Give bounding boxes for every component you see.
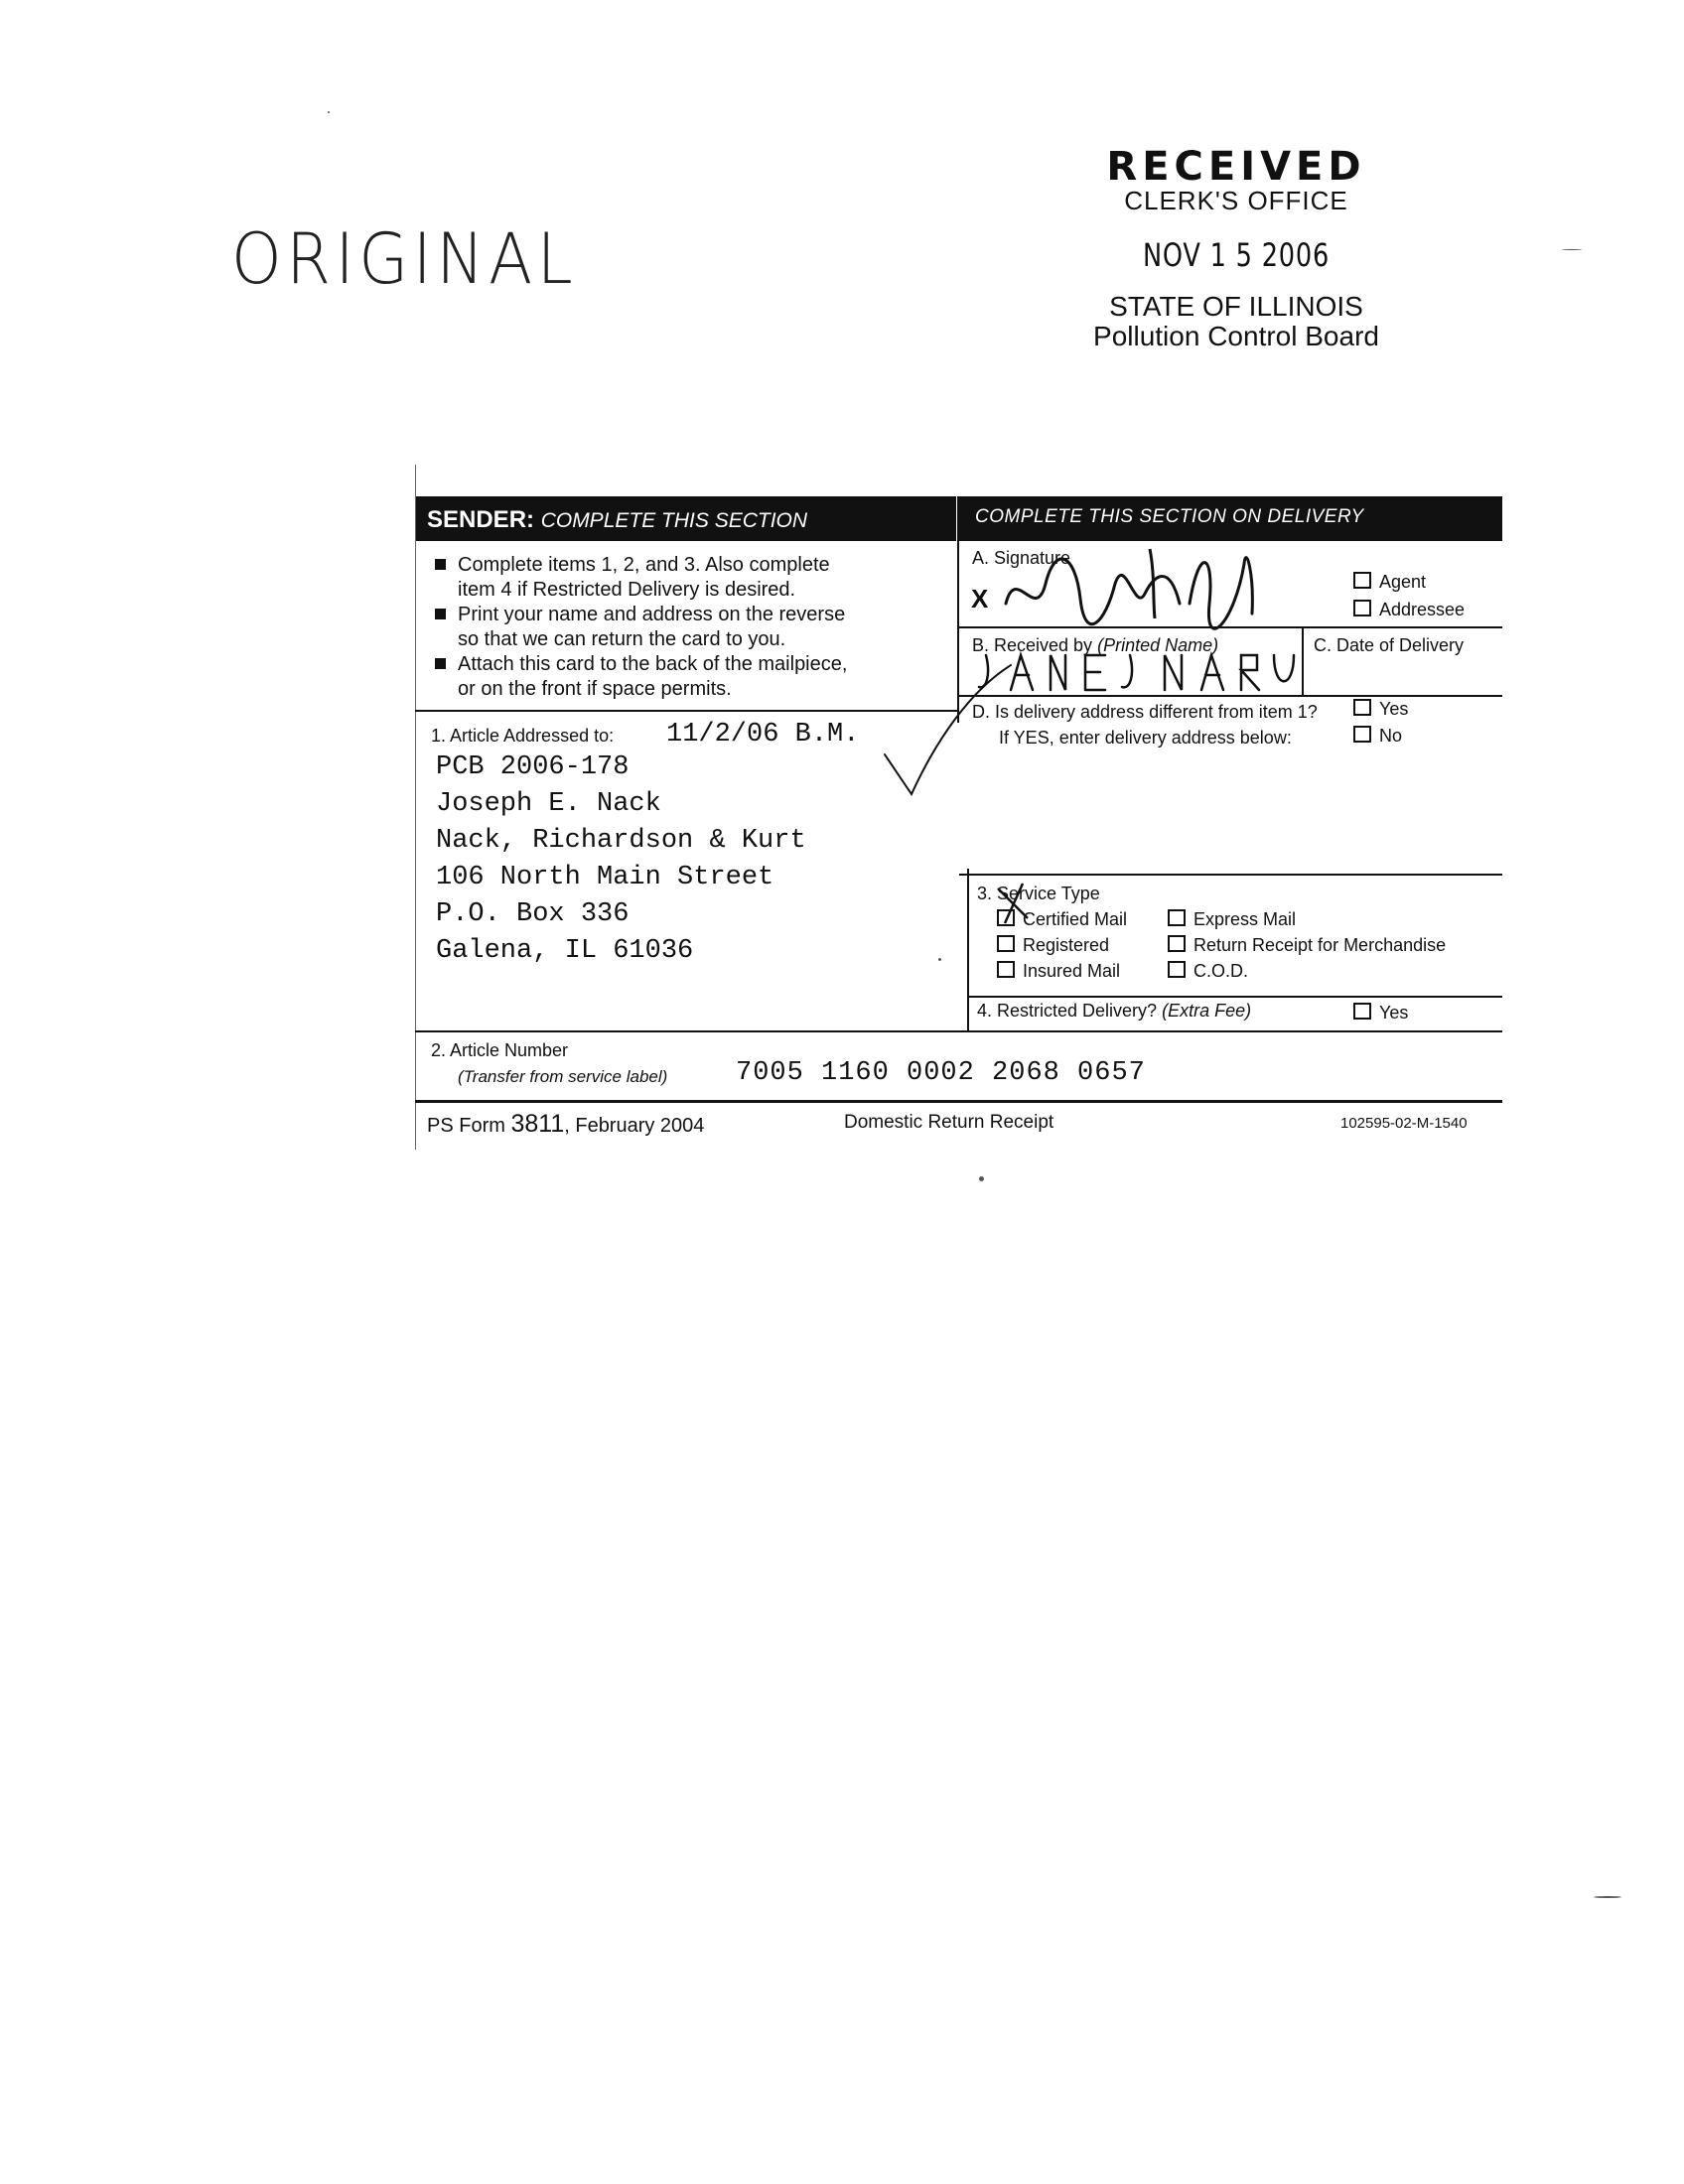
center-divider-lower [967,869,969,1032]
address-line: 106 North Main Street [436,863,774,892]
handwritten-signature [986,544,1274,638]
original-stamp: ORIGINAL [231,218,578,300]
delivery-header-text: COMPLETE THIS SECTION ON DELIVERY [975,506,1364,527]
address-line: Nack, Richardson & Kurt [436,826,806,856]
return-receipt-checkbox[interactable] [1168,935,1186,952]
insured-mail-option: Insured Mail [997,961,1120,982]
handwritten-printed-name [971,645,1319,700]
received-stamp [1072,144,1400,351]
clerks-office: CLERK'S OFFICE [1124,186,1348,215]
printed-name-label: (Printed Name) [1097,635,1219,655]
instructions-block [435,553,847,702]
address-line: Joseph E. Nack [436,789,661,819]
handwritten-date: 11/2/06 B.M. [666,720,860,750]
service-type-label: 3. Service Type [977,884,1100,903]
insured-mail-checkbox[interactable] [997,961,1015,978]
delivery-yes-option: Yes [1353,699,1408,720]
certified-mail-option: Certified Mail [997,909,1127,930]
board-name: Pollution Control Board [1093,321,1379,351]
sender-header-bold: SENDER: [427,506,535,533]
sender-header [415,496,956,541]
address-line: P.O. Box 336 [436,899,630,929]
received-by-label: B. Received by (Printed Name) [972,635,1219,655]
instruction-line: Attach this card to the back of the mailpiece, [435,652,847,677]
instruction-line: so that we can return the card to you. [458,628,786,650]
sender-bottom-line [415,1030,1502,1032]
restricted-yes-checkbox[interactable] [1353,1003,1371,1020]
restricted-delivery-label: 4. Restricted Delivery? (Extra Fee) [977,1001,1252,1021]
scan-speck [1594,1896,1621,1898]
delivery-no-checkbox[interactable] [1353,726,1371,743]
delivery-no-option: No [1353,726,1402,747]
registered-option: Registered [997,935,1109,956]
scan-speck [328,111,330,113]
extra-fee-label: (Extra Fee) [1162,1001,1252,1021]
return-receipt-option: Return Receipt for Merchandise [1168,935,1446,956]
addressee-checkbox[interactable] [1353,600,1371,616]
ps-form-label: PS Form 3811, February 2004 [427,1110,705,1138]
signature-x: X [971,584,989,614]
instruction-line: item 4 if Restricted Delivery is desired. [458,579,796,601]
express-mail-checkbox[interactable] [1168,909,1186,926]
signature-label: A. Signature [972,548,1071,568]
ps-form-number: 3811 [510,1110,565,1138]
return-receipt-card [415,496,1502,1157]
agent-checkbox[interactable] [1353,572,1371,589]
express-mail-option: Express Mail [1168,909,1296,930]
scan-speck [979,1176,984,1181]
address-block [436,750,806,970]
address-line: Galena, IL 61036 [436,936,694,966]
instruction-line: Complete items 1, 2, and 3. Also complete [435,553,847,578]
received-date: NOV 1 5 2006 [1142,236,1331,274]
form-code: 102595-02-M-1540 [1340,1115,1468,1132]
article-number: 7005 1160 0002 2068 0657 [736,1058,1146,1088]
delivery-address-question: D. Is delivery address different from item 1? [972,702,1318,722]
left-border [415,465,416,1150]
addressee-option: Addressee [1353,600,1465,620]
article-number-label: 2. Article Number [431,1040,569,1060]
address-line: PCB 2006-178 [436,752,630,782]
delivery-header [959,496,1502,541]
scan-speck [938,958,941,961]
service-type-bottom-line [967,996,1502,998]
instruction-line: Print your name and address on the reverse [435,603,847,627]
date-of-delivery-label: C. Date of Delivery [1314,635,1465,655]
delivery-yes-checkbox[interactable] [1353,699,1371,716]
cod-checkbox[interactable] [1168,961,1186,978]
scan-speck [1562,249,1582,250]
received-title: RECEIVED [1106,144,1366,190]
instruction-line: or on the front if space permits. [458,678,732,700]
cod-option: C.O.D. [1168,961,1248,982]
registered-checkbox[interactable] [997,935,1015,952]
domestic-return-receipt: Domestic Return Receipt [844,1112,1054,1133]
agent-option: Agent [1353,572,1426,593]
state-name: STATE OF ILLINOIS [1109,291,1363,322]
certified-mail-mark [993,879,1033,928]
sender-header-italic: COMPLETE THIS SECTION [540,509,808,532]
delivery-address-instruction: If YES, enter delivery address below: [999,728,1292,748]
transfer-label: (Transfer from service label) [458,1067,668,1086]
article-number-bottom-line [415,1100,1502,1103]
restricted-yes-option: Yes [1353,1003,1408,1024]
article-addressed-label: 1. Article Addressed to: [431,726,615,746]
checkmark [877,660,1016,809]
delivery-address-bottom-line [959,874,1502,876]
